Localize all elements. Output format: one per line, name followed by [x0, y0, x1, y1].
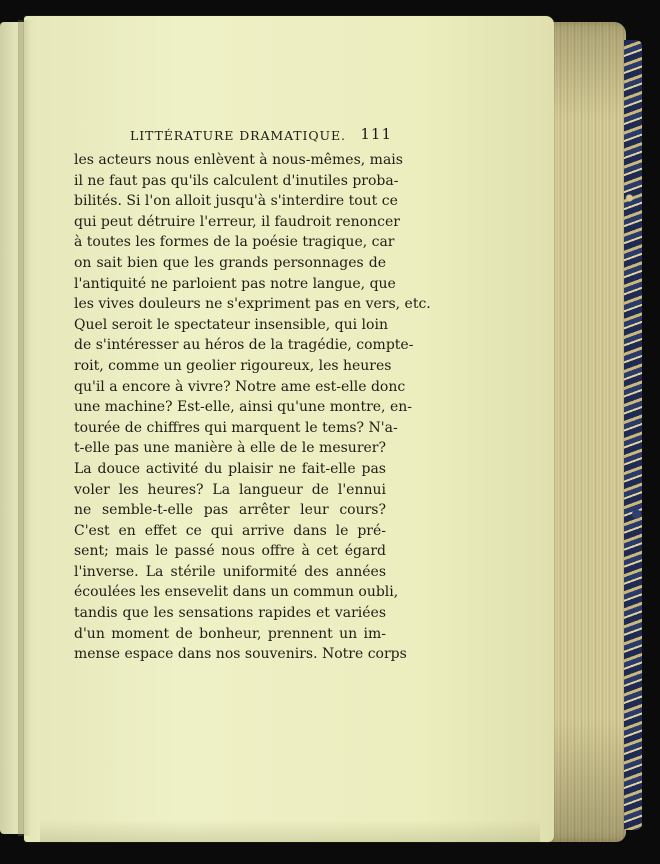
marbled-cover-edge [624, 40, 642, 830]
text-line: Quel seroit le spectateur insensible, qui loin [74, 316, 388, 333]
text-line: tandis que les sensations rapides et variées [74, 605, 386, 622]
page-bottom-shadow [40, 820, 540, 842]
text-line: l'antiquité ne parloient pas notre langue, que [74, 275, 396, 292]
text-line: ne semble-t-elle pas arrêter leur cours? [74, 502, 386, 519]
book-gutter [18, 20, 32, 836]
text-line: de s'intéresser au héros de la tragédie, compte- [74, 337, 414, 354]
text-line: les acteurs nous enlèvent à nous-mêmes, mais [74, 152, 403, 168]
text-line: bilités. Si l'on alloit jusqu'à s'interdire tout ce [74, 193, 398, 210]
text-line: écoulées les ensevelit dans un commun oubli, [74, 584, 399, 601]
text-line: une machine? Est-elle, ainsi qu'une montre, en- [74, 399, 412, 416]
text-line: t-elle pas une manière à elle de le mesurer? [74, 440, 386, 457]
text-line: tourée de chiffres qui marquent le tems? N'a- [74, 419, 398, 436]
text-line: La douce activité du plaisir ne fait-elle pas [74, 460, 386, 477]
body-text [74, 150, 431, 665]
text-line: voler les heures? La langueur de l'ennui [74, 481, 386, 498]
text-line: sent; mais le passé nous offre à cet égard [74, 543, 386, 560]
text-line: qu'il a encore à vivre? Notre ame est-elle donc [74, 378, 406, 395]
text-line: qui peut détruire l'erreur, il faudroit renoncer [74, 213, 400, 230]
page-header [130, 125, 392, 150]
page-number: 111 [360, 125, 392, 143]
text-line: mense espace dans nos souvenirs. Notre corps [74, 646, 407, 663]
running-title: LITTÉRATURE DRAMATIQUE. [130, 128, 346, 143]
text-line: il ne faut pas qu'ils calculent d'inutiles proba- [74, 172, 399, 189]
text-line: l'inverse. La stérile uniformité des années [74, 563, 386, 580]
text-line: C'est en effet ce qui arrive dans le pré- [74, 522, 386, 539]
text-line: on sait bien que les grands personnages de [74, 254, 386, 271]
text-line: les vives douleurs ne s'expriment pas en vers, etc. [74, 296, 431, 313]
text-line: roit, comme un geolier rigoureux, les heures [74, 357, 392, 374]
text-line: à toutes les formes de la poésie tragique, car [74, 234, 395, 251]
text-line: d'un moment de bonheur, prennent un im- [74, 625, 386, 642]
